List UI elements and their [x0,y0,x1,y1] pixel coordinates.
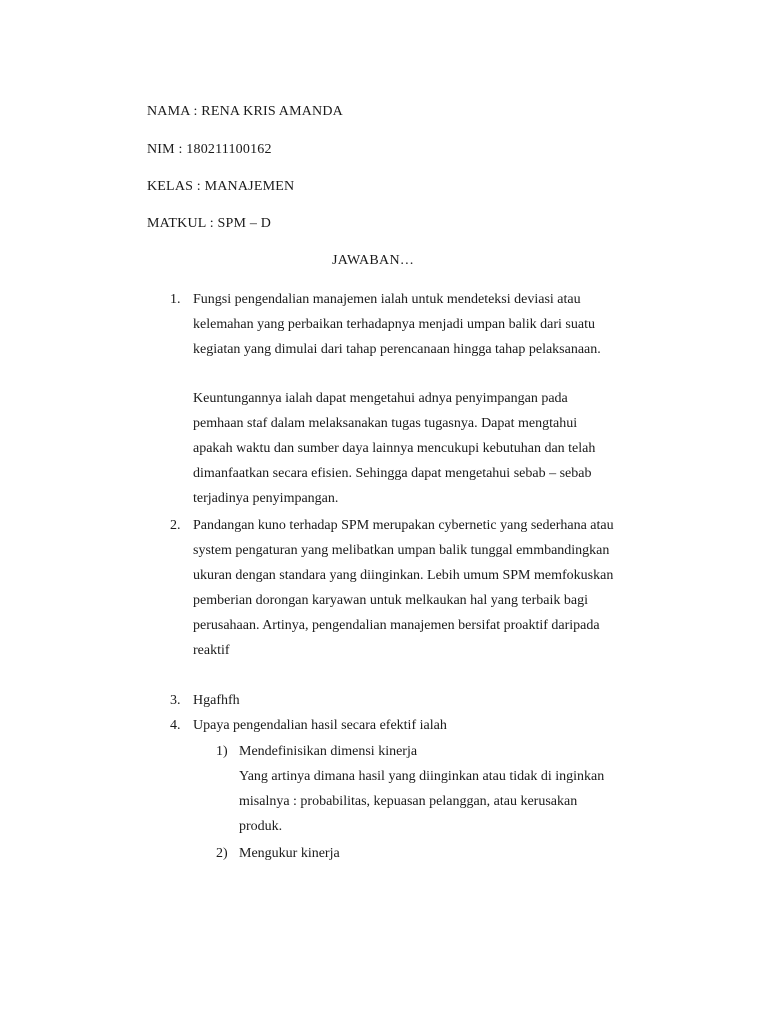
answer-1-extra-line-4: dimanfaatkan secara efisien. Sehingga dapat mengetahui sebab – sebab [193,466,592,481]
answer-1-line-1: Fungsi pengendalian manajemen ialah untuk mendeteksi deviasi atau [193,292,581,307]
subitem-1-title: Mendefinisikan dimensi kinerja [239,744,418,759]
subitem-2-title: Mengukur kinerja [239,846,340,861]
student-class: KELAS : MANAJEMEN [147,179,295,194]
subitem-1-number: 1) [216,744,228,759]
answer-1-extra-line-2: pemhaan staf dalam melaksanakan tugas tugasnya. Dapat mengtahui [193,416,578,431]
answer-4-number: 4. [170,718,181,733]
subitem-1-line-3: produk. [239,819,283,834]
answer-1-line-3: kegiatan yang dimulai dari tahap perencanaan hingga tahap pelaksanaan. [193,342,601,357]
answer-1-extra-line-3: apakah waktu dan sumber daya lainnya mencukupi kebutuhan dan telah [193,441,596,456]
answer-2-line-1: Pandangan kuno terhadap SPM merupakan cybernetic yang sederhana atau [193,518,614,533]
subitem-2-number: 2) [216,846,228,861]
answer-2-line-5: perusahaan. Artinya, pengendalian manajemen bersifat proaktif daripada [193,618,600,633]
student-name: NAMA : RENA KRIS AMANDA [147,104,343,119]
answer-2-line-3: ukuran dengan standara yang diinginkan. Lebih umum SPM memfokuskan [193,568,614,583]
answer-1-line-2: kelemahan yang perbaikan terhadapnya menjadi umpan balik dari suatu [193,317,595,332]
subitem-1-line-1: Yang artinya dimana hasil yang diinginkan atau tidak di inginkan [239,769,605,784]
course-name: MATKUL : SPM – D [147,216,272,231]
answer-2-line-2: system pengaturan yang melibatkan umpan balik tunggal emmbandingkan [193,543,610,558]
answer-3-line-1: Hgafhfh [193,693,240,708]
answer-4-line-1: Upaya pengendalian hasil secara efektif ialah [193,718,447,733]
answer-1-extra-line-1: Keuntungannya ialah dapat mengetahui adnya penyimpangan pada [193,391,568,406]
answer-1-extra-line-5: terjadinya penyimpangan. [193,491,339,506]
student-nim: NIM : 180211100162 [147,142,272,157]
subitem-1-line-2: misalnya : probabilitas, kepuasan pelanggan, atau kerusakan [239,794,578,809]
answer-2-line-4: pemberian dorongan karyawan untuk melkaukan hal yang terbaik bagi [193,593,588,608]
answer-2-number: 2. [170,518,181,533]
answer-2-line-6: reaktif [193,643,230,658]
answer-1-number: 1. [170,292,181,307]
answer-3-number: 3. [170,693,181,708]
answers-title: JAWABAN… [332,253,415,268]
